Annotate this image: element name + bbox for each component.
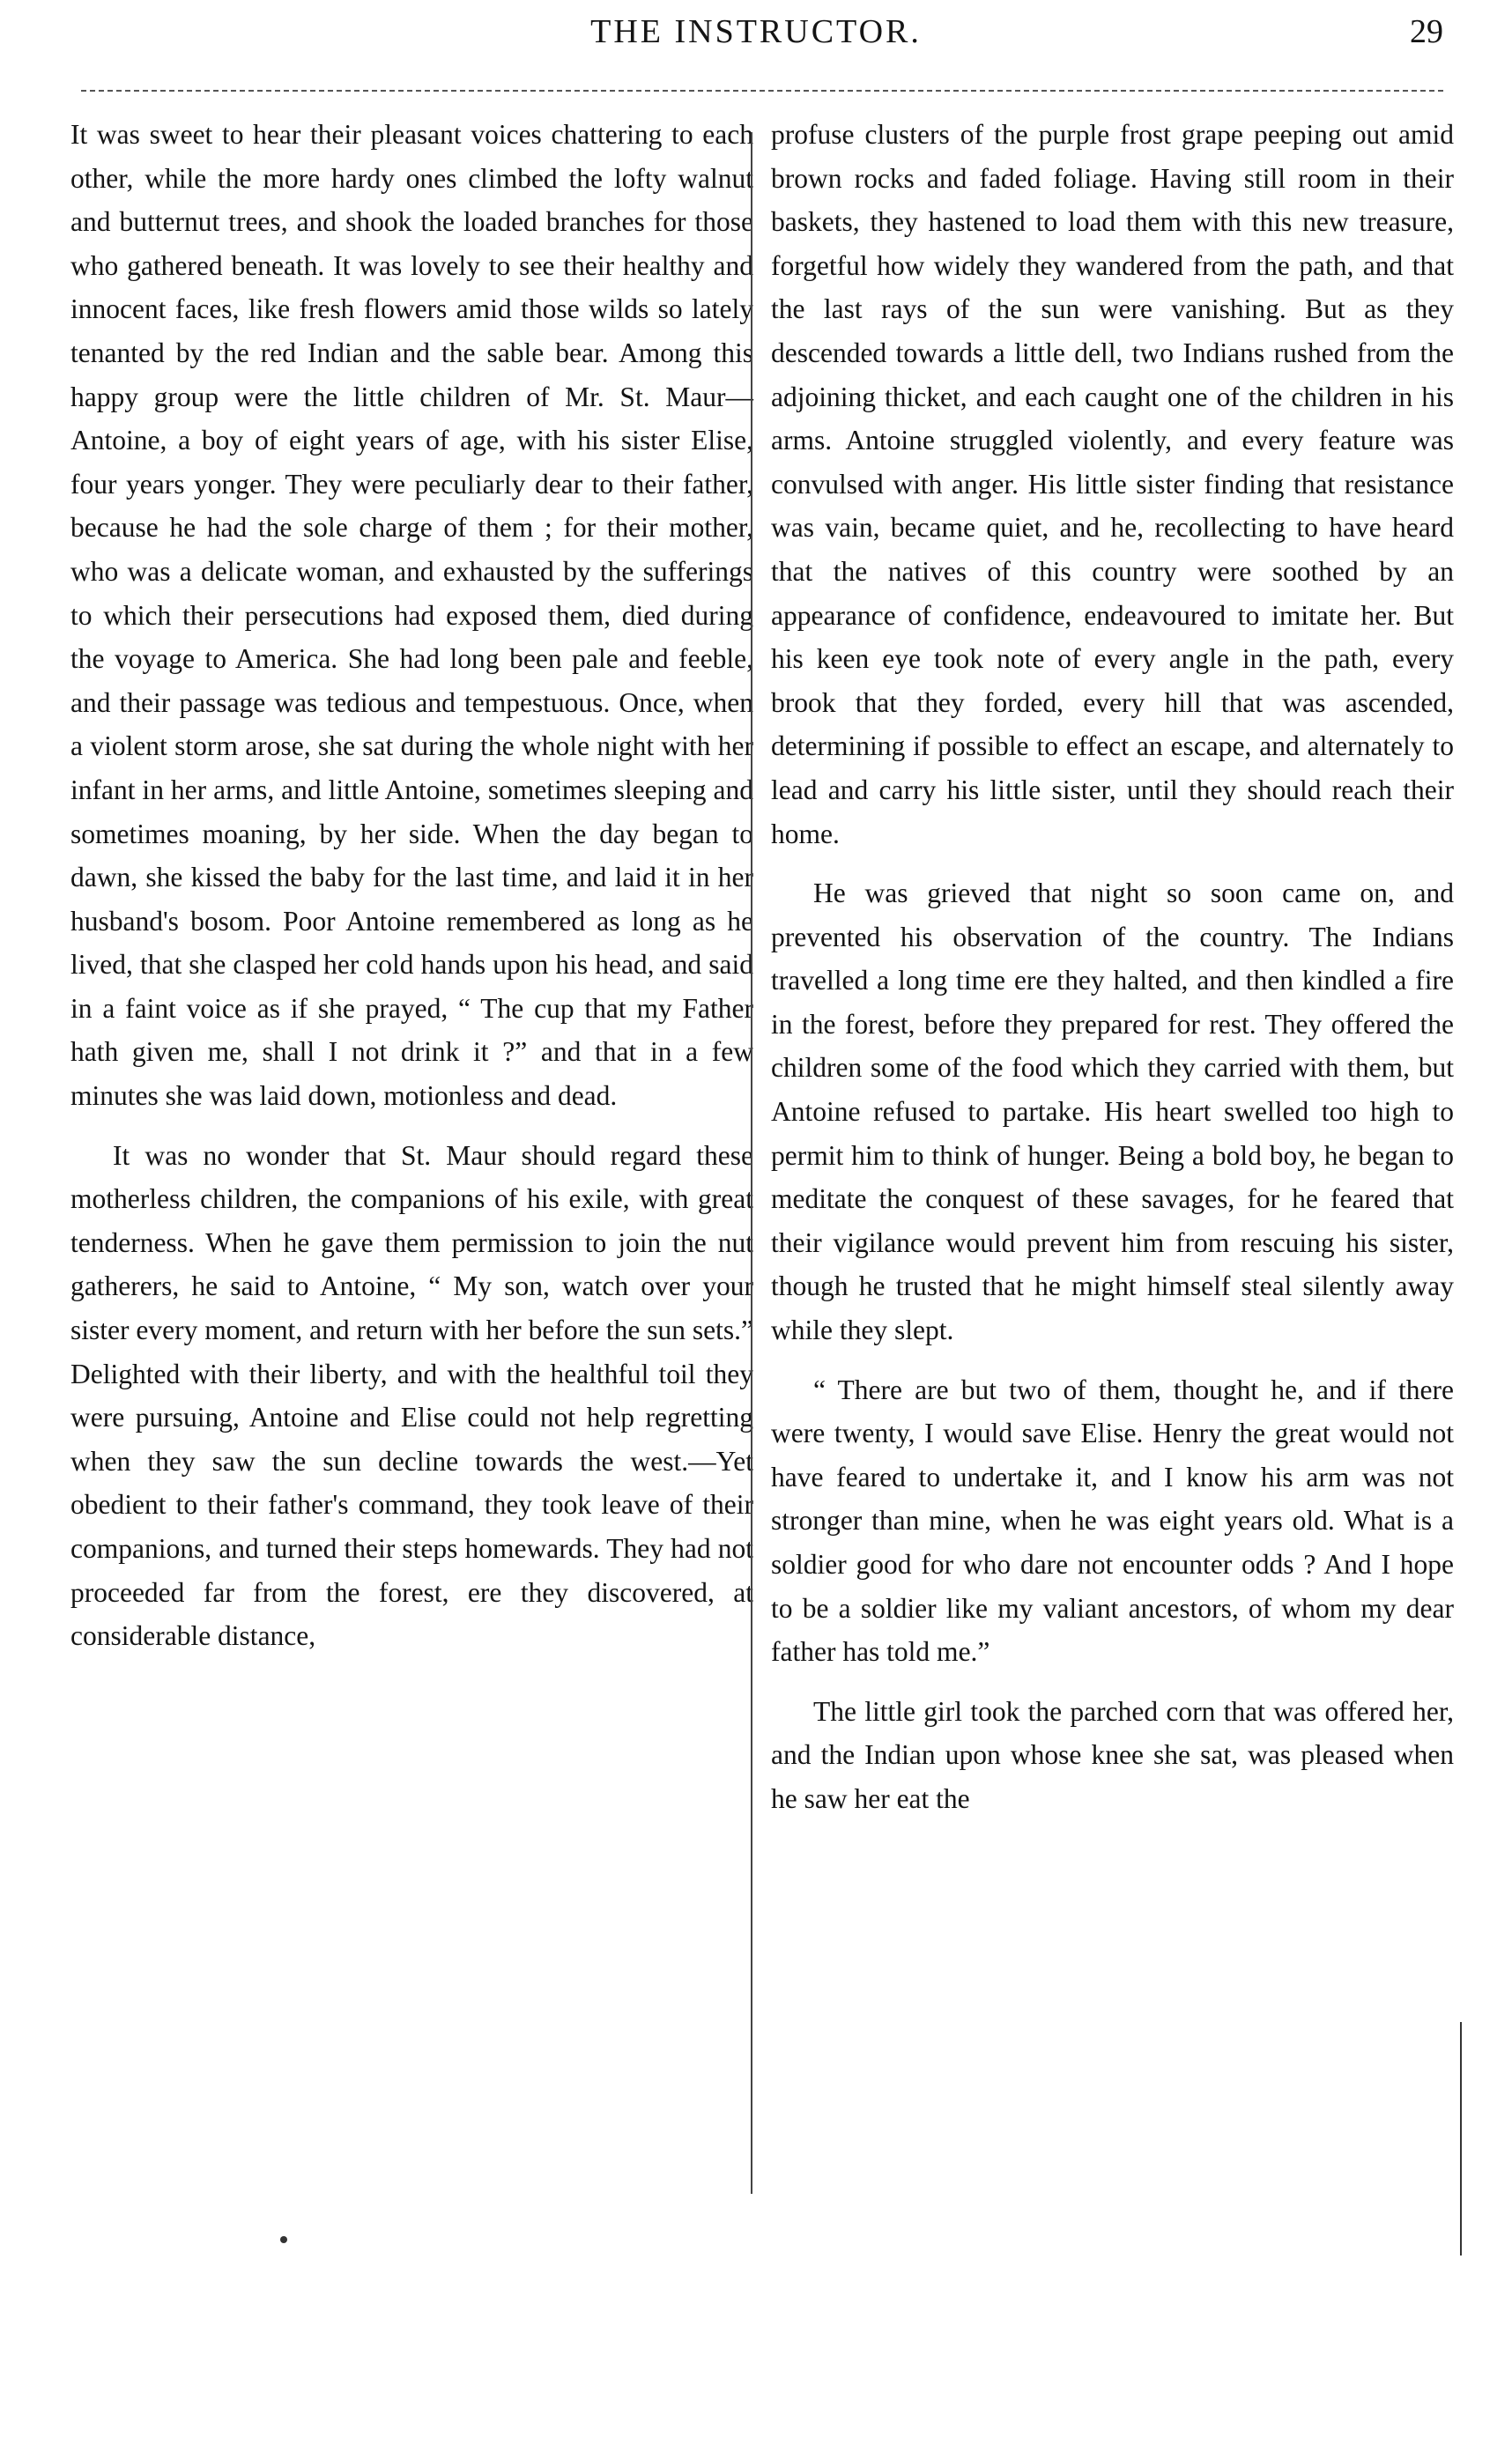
paragraph: It was no wonder that St. Maur should regard these motherless children, the companions of his exile, with great tenderness. When he gave them permission to join the nut gatherers, he said to Antoine, “ My son, watch over your sister every moment, and return with her before the sun sets.” Delighted with their liberty, and with the healthful toil they were pursuing, Antoine and Elise could not help regretting when they saw the sun decline towards the west.—Yet obedient to their father's command, they took leave of their companions, and turned their steps homewards. They had not proceeded far from the forest, ere they discovered, at considerable distance, — [70, 1139, 754, 1652]
paragraph: profuse clusters of the purple frost grape peeping out amid brown rocks and faded foliage. Having still room in their baskets, they hastened to load them with this new treasure, forgetful how widely they wandered from the path, and that the last rays of the sun were vanishing. But as they descended towards a little dell, two Indians rushed from the adjoining thicket, and each caught one of the children in his arms. Antoine struggled violently, and every feature was convulsed with anger. His little sister finding that resistance was vain, became quiet, and he, recollecting to have heard that the natives of this country were soothed by an appearance of confidence, endeavoured to imitate her. But his keen eye took note of every angle in the path, every brook that they forded, every hill that was ascended, determining if possible to effect an escape, and alternately to lead and carry his little sister, until they should reach their home. — [771, 119, 1454, 849]
ink-speck — [280, 2236, 287, 2243]
right-column — [771, 113, 1454, 1821]
column-divider — [751, 132, 752, 2194]
paragraph: It was sweet to hear their pleasant voices chattering to each other, while the more hardy ones climbed the lofty walnut and butternut trees, and shook the loaded branches for those who gathered beneath. It was lovely to see their healthy and innocent faces, like fresh flowers amid those wilds so lately tenanted by the red Indian and the sable bear. Among this happy group were the little children of Mr. St. Maur—Antoine, a boy of eight years of age, with his sister Elise, four years yonger. They were peculiarly dear to their father, because he had the sole charge of them ; for their mother, who was a delicate woman, and exhausted by the sufferings to which their persecutions had exposed them, died during the voyage to America. She had long been pale and feeble, and their passage was tedious and tempestuous. Once, when a violent storm arose, she sat during the whole night with her infant in her arms, and little Antoine, sometimes sleeping and sometimes moaning, by her side. When the day began to dawn, she kissed the baby for the last time, and laid it in her husband's bosom. Poor Antoine remembered as long as he lived, that she clasped her cold hands upon his head, and said in a faint voice as if she prayed, “ The cup that my Father hath given me, shall I not drink it ?” and that in a few minutes she was laid down, motionless and dead. — [70, 119, 753, 1112]
page-number: 29 — [1410, 13, 1443, 50]
left-column — [70, 113, 753, 1658]
paragraph: He was grieved that night so soon came on, and prevented his observation of the country. The Indians travelled a long time ere they halted, and then kindled a fire in the forest, before they prepared for rest. They offered the children some of the food which they carried with them, but Antoine refused to partake. His heart swelled too high to permit him to think of hunger. Being a bold boy, he began to meditate the conquest of these savages, for he feared that their vigilance would prevent him from rescuing his sister, though he trusted that he might himself steal silently away while they slept. — [771, 878, 1454, 1346]
header-rule — [81, 90, 1443, 92]
page-header — [0, 0, 1512, 97]
page-edge-mark — [1460, 2022, 1462, 2256]
paragraph: The little girl took the parched corn that was offered her, and the Indian upon whose knee she sat, was pleased when he saw her eat the — [771, 1695, 1454, 1814]
paragraph: “ There are but two of them, thought he, and if there were twenty, I would save Elise. Henry the great would not have feared to undertake it, and I know his arm was not stronger than mine, when he was eight years old. What is a soldier good for who dare not encounter odds ? And I hope to be a soldier like my valiant ancestors, of whom my dear father has told me.” — [771, 1374, 1454, 1668]
running-title: THE INSTRUCTOR. — [590, 13, 922, 50]
